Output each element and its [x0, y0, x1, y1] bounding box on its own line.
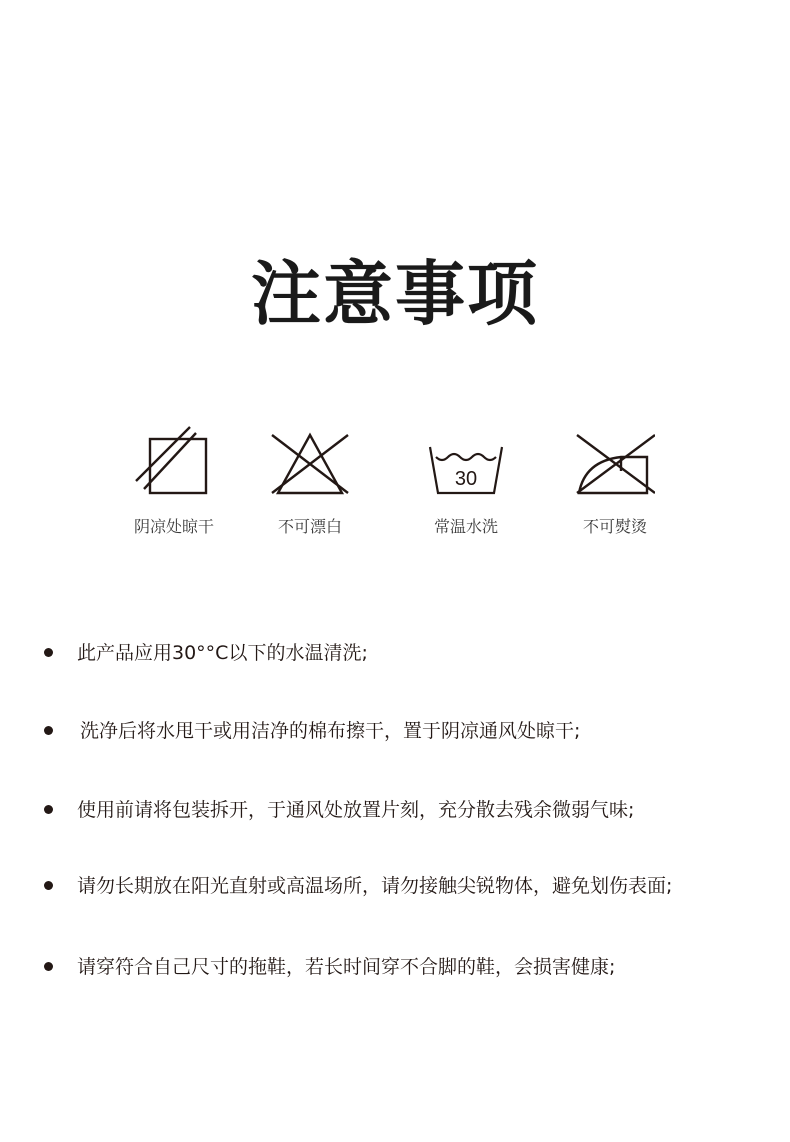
care-label: 阴凉处晾干	[133, 517, 214, 536]
note-text: 洗净后将水甩干或用洁净的棉布擦干，置于阴凉通风处晾干;	[80, 720, 581, 742]
note-text: 请穿符合自己尺寸的拖鞋，若长时间穿不合脚的鞋，会损害健康;	[77, 956, 616, 978]
note-text: 此产品应用30°°C以下的水温清洗;	[77, 642, 368, 664]
bullet-icon	[44, 648, 53, 657]
wash-30-icon	[426, 425, 506, 497]
care-item-no-bleach	[240, 425, 380, 545]
care-item-shade-dry	[104, 425, 244, 545]
care-item-no-iron	[545, 425, 685, 545]
care-item-wash-30	[396, 425, 536, 545]
bullet-icon	[44, 726, 53, 735]
shade-dry-icon	[134, 425, 214, 497]
bullet-icon	[44, 881, 53, 890]
note-text: 使用前请将包装拆开，于通风处放置片刻，充分散去残余微弱气味;	[77, 799, 635, 821]
page-title: 注意事项	[251, 253, 539, 335]
no-bleach-icon	[270, 425, 350, 497]
list-item	[44, 796, 784, 824]
list-item	[44, 717, 784, 745]
care-label: 不可熨烫	[582, 517, 647, 536]
list-item	[44, 953, 784, 981]
care-label: 不可漂白	[277, 517, 342, 536]
bullet-icon	[44, 805, 53, 814]
wash-temp-label: 30	[454, 468, 478, 490]
no-iron-icon	[575, 425, 655, 497]
care-icons-row	[0, 425, 790, 545]
list-item	[44, 639, 784, 667]
bullet-icon	[44, 962, 53, 971]
list-item	[44, 872, 784, 900]
care-label: 常温水洗	[433, 517, 498, 536]
note-text: 请勿长期放在阳光直射或高温场所，请勿接触尖锐物体，避免划伤表面;	[77, 875, 673, 897]
